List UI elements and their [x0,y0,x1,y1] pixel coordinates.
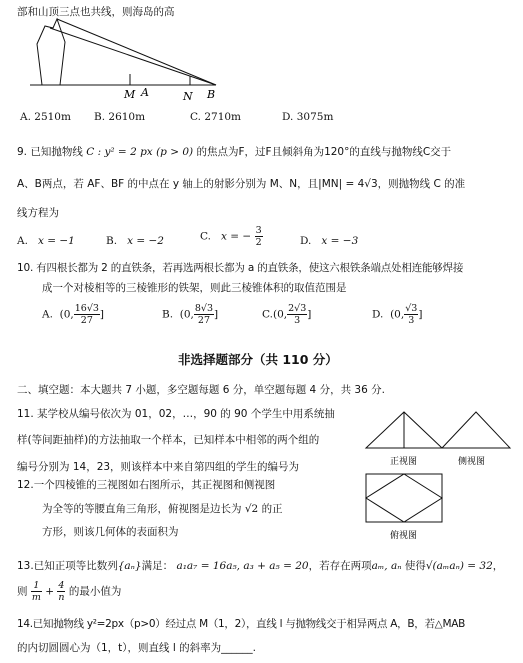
q11-line2: 样(等间距抽样)的方法抽取一个样本，已知样本中相邻的两个组的 [17,434,320,446]
label-M: M [124,88,136,101]
q8-option-a: A. 2510m [20,111,71,123]
q10-line1: 10. 有四根长都为 2 的直铁条，若再选两根长都为 a 的直铁条，使这六根铁条端点处相连能够焊接 [17,262,464,274]
island-figure [20,14,225,104]
three-views-figure [360,410,520,548]
q13-line2: 则 $\frac{1}{m}$ + $\frac{4}{n}$ 的最小值为 [17,580,122,603]
q9-option-c: C. x = − $\frac{3}{2}$ [200,225,262,248]
side-view-label: 侧视图 [458,457,486,467]
q11-line1: 11. 某学校从编号依次为 01，02，…，90 的 90 个学生中用系统抽 [17,408,335,420]
q11-line3: 编号分别为 14，23，则该样本中来自第四组的学生的编号为 [17,461,300,473]
q9-option-d: D. x = −3 [300,235,359,247]
q9-line1: 9. 已知抛物线 C : y² = 2 px (p > 0) 的焦点为F，过F且倾斜角为120°的直线与抛物线C交于 [17,146,452,158]
q9-option-b: B. x = −2 [106,235,164,247]
q10-option-a: A. (0, $\frac{16√3}{27}$ ] [42,303,105,326]
q9-line2: A、B两点，若 AF、BF 的中点在 y 轴上的射影分别为 M、N，且|MN| = 4√3，则抛物线 C 的准 [17,178,466,190]
front-view-label: 正视图 [390,457,418,467]
label-N: N [183,90,193,103]
q12-line1: 12.一个四棱锥的三视图如右图所示，其正视图和侧视图 [17,479,276,491]
top-line: 部和山顶三点也共线，则海岛的高 [17,6,175,18]
q9-option-a: A. x = −1 [17,235,75,247]
q13-line1: 13.已知正项等比数列{aₙ}满足： a₁a₇ = 16a₅, a₃ + a₅ = 20，若存在两项aₘ, aₙ 使得√(aₘaₙ) = 32， [17,560,504,572]
q8-option-b: B. 2610m [94,111,146,123]
fill-intro: 二、填空题：本大题共 7 小题，多空题每题 6 分，单空题每题 4 分，共 36 分. [17,384,385,396]
q12-line3: 方形，则该几何体的表面积为 [42,526,179,538]
q8-option-d: D. 3075m [282,111,334,123]
q8-option-c: C. 2710m [190,111,242,123]
section-title: 非选择题部分（共 110 分） [178,352,338,367]
q10-line2: 成一个对棱相等的三棱锥形的铁架，则此三棱锥体积的取值范围是 [42,282,347,294]
q10-option-c: C.(0, $\frac{2√3}{3}$ ] [262,303,312,326]
q10-option-d: D. (0, $\frac{√3}{3}$ ] [372,303,423,326]
q14-line1: 14.已知抛物线 y²=2px（p>0）经过点 M（1，2），直线 l 与抛物线交于相异两点 A，B，若△MAB [17,618,466,630]
q10-option-b: B. (0, $\frac{8√3}{27}$ ] [162,303,219,326]
q14-line2: 的内切圆圆心为（1，t），则直线 l 的斜率为______. [17,642,256,654]
q9-line3: 线方程为 [17,207,59,219]
label-B: B [207,88,216,101]
top-view-label: 俯视图 [390,531,418,541]
label-A: A [141,86,149,99]
q12-line2: 为全等的等腰直角三角形，俯视图是边长为 √2 的正 [42,503,283,515]
